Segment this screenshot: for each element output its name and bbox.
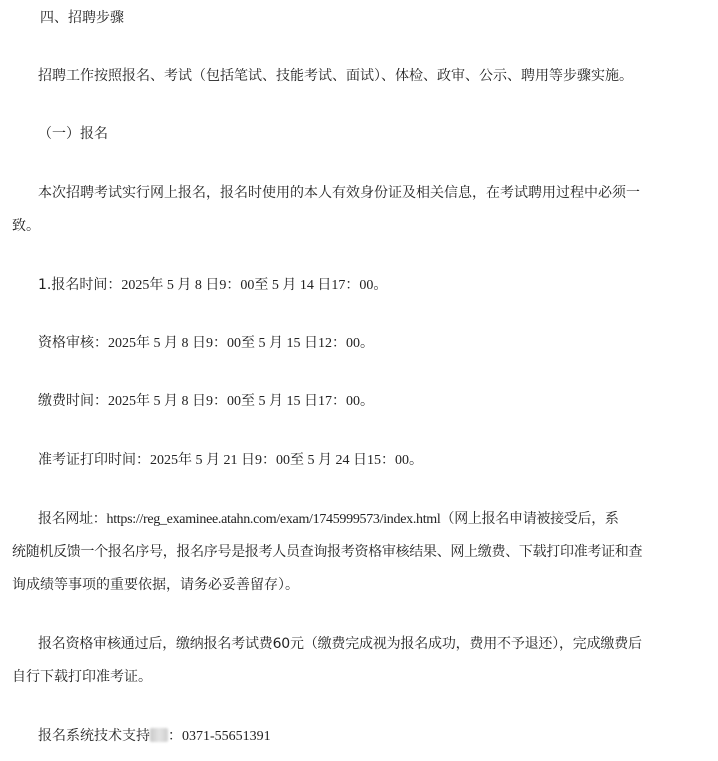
support-line — [38, 726, 271, 747]
subheading-registration: （一）报名 — [38, 126, 108, 142]
admission-print-time — [38, 450, 423, 471]
qualification-time — [38, 333, 374, 354]
website-line2: 统随机反馈一个报名序号，报名序号是报考人员查询报考资格审核结果、网上缴费、下载打印准考证和查 — [12, 544, 643, 560]
website-url[interactable]: https://reg_examinee.atahn.com/exam/1745999573/index.html — [106, 512, 441, 527]
website-line1 — [38, 509, 619, 530]
section-heading: 四、招聘步骤 — [40, 10, 124, 26]
support-phone-prefix: ： — [168, 728, 182, 744]
registration-time-value: 2025年 5 月 8 日9：00至 5 月 14 日17：00。 — [121, 278, 388, 293]
registration-time — [38, 275, 387, 296]
qualification-time-value: 2025年 5 月 8 日9：00至 5 月 15 日12：00。 — [108, 336, 374, 351]
payment-time-value: 2025年 5 月 8 日9：00至 5 月 15 日17：00。 — [108, 394, 374, 409]
admission-print-time-value: 2025年 5 月 21 日9：00至 5 月 24 日15：00。 — [150, 453, 423, 468]
payment-time — [38, 391, 374, 412]
website-label: 报名网址： — [38, 511, 107, 527]
fee-line1: 报名资格审核通过后，缴纳报名考试费60元（缴费完成视为报名成功，费用不予退还），完成缴费后 — [38, 636, 642, 652]
qualification-time-label: 资格审核： — [38, 335, 108, 351]
intro-paragraph: 招聘工作按照报名、考试（包括笔试、技能考试、面试）、体检、政审、公示、聘用等步骤实施。 — [38, 68, 633, 84]
registration-time-label: 1.报名时间： — [38, 277, 122, 293]
registration-note-line1: 本次招聘考试实行网上报名，报名时使用的本人有效身份证及相关信息，在考试聘用过程中必须一 — [38, 185, 640, 201]
fee-line2: 自行下载打印准考证。 — [12, 669, 152, 685]
website-line3: 询成绩等事项的重要依据，请务必妥善留存）。 — [12, 577, 299, 593]
redacted-mark — [150, 728, 168, 742]
support-phone: 0371-55651391 — [182, 729, 271, 744]
website-note-start: （网上报名申请被接受后，系 — [440, 511, 619, 527]
admission-print-time-label: 准考证打印时间： — [38, 452, 150, 468]
registration-note-line2: 致。 — [12, 218, 40, 234]
payment-time-label: 缴费时间： — [38, 393, 108, 409]
support-label: 报名系统技术支持 — [38, 728, 150, 744]
